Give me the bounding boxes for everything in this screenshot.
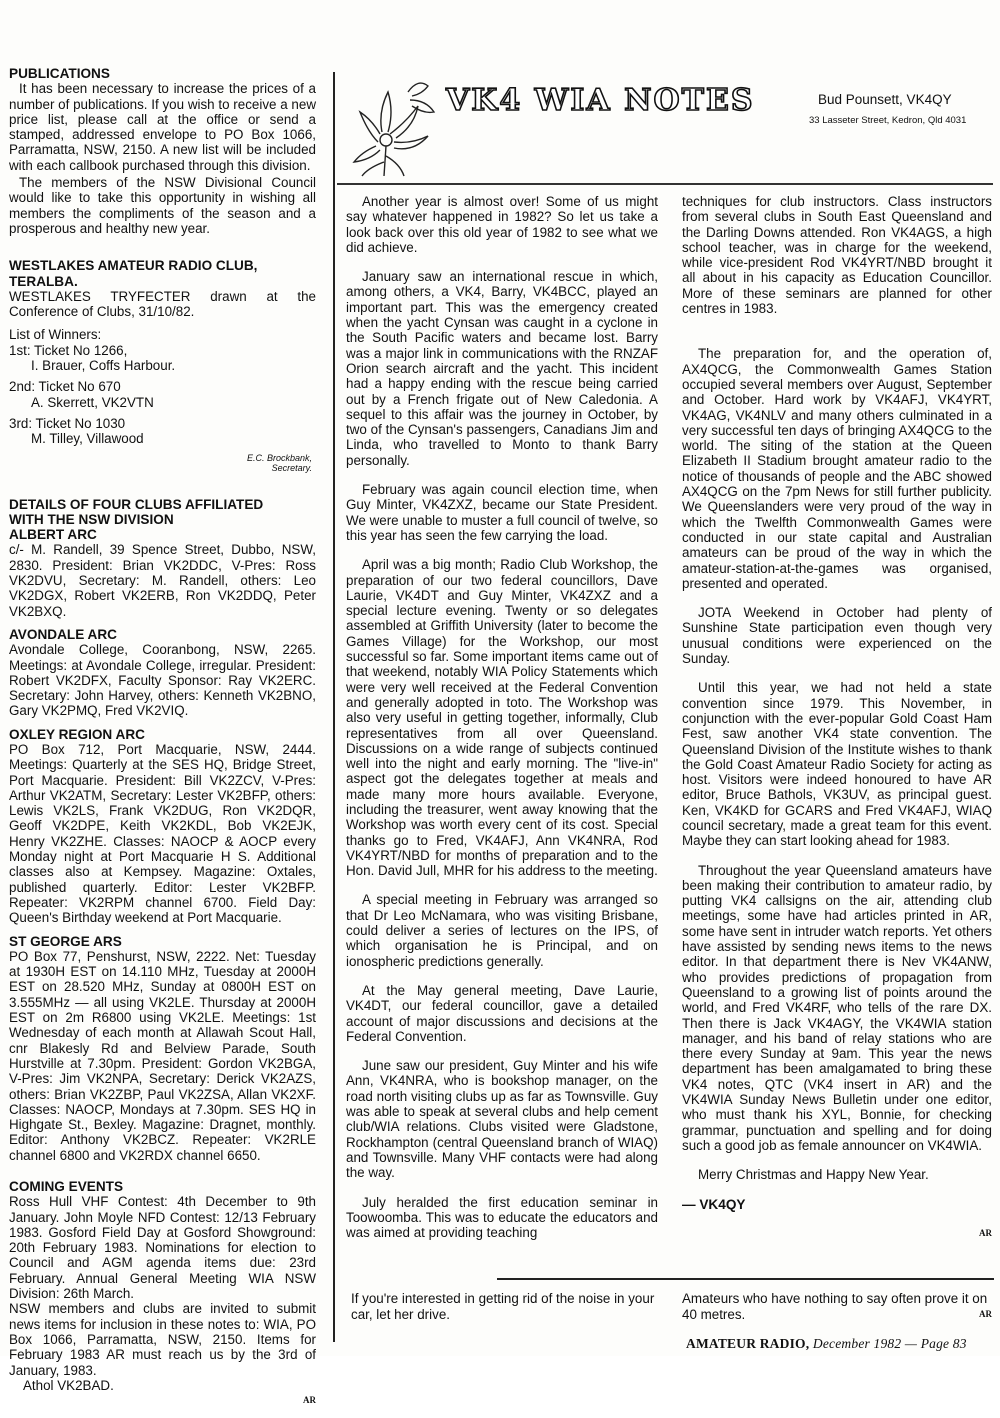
signature-name: E.C. Brockbank,	[246, 452, 312, 463]
vk4-paragraph-12: Until this year, we had not held a state convention since 1979. This November, in conjunction with the ever-popular Gold Coast Ham Fest, saw another VK4 state convention. The Queensland Division of the Institute wishes to thank the Gold Coast Amateur Radio Society for acting as host. Visitors were indeed honoured to have AR editor, Bruce Bathols, VK3UV, as principal guest. Ken, VK4KD for GCARS and Fred VK4AFJ, WIAQ council secretary, made a great team for this event. Maybe they can start looking ahead for 1983.	[682, 680, 992, 849]
filler-joke-1: If you're interested in getting rid of the noise in your car, let her drive.	[351, 1291, 655, 1322]
coming-events-section	[9, 1179, 316, 1408]
vk4-paragraph-2: January saw an international rescue in which, among others, a VK4, Barry, VK4BCC, played an important part. This was the emergency created when the yacht Cynsan was caught in a cyclone in the South Pacific waters and became lost. Barry was a major link in communications with the RNZAF Orion search aircraft and the yacht. This incident had a happy ending with the rescue being carried out by a French frigate out of New Caledonia. A sequel to this affair was the journey in October, by two of the Cynsan's passengers, Canadians Jim and Linda, who travelled to Monto to thank Barry personally.	[346, 269, 658, 468]
vk4-paragraph-10: The preparation for, and the operation of, AX4QCG, the Commonwealth Games Station occupied several members over August, September and October. Hard work by VK4AFJ, VK4YRT, VK4AG, VK4NLV and many others culminated in a very successful ten days of bringing AX4QCG to the world. The siting of the station at the Queen Elizabeth II Stadium brought amateur radio to the notice of thousands of people and the ABC showed AX4QCG on the 7pm News for still further publicity. We Queenslanders were very proud of the way in which the Twelfth Commonwealth Games were conducted in our state capital and Australian amateurs can be proud of the way in which the amateur-station-at-the-games was organised, presented and operated.	[682, 346, 992, 591]
albert-details: c/- M. Randell, 39 Spence Street, Dubbo, NSW, 2830. President: Brian VK2DDC, V-Pres: Ross VK2DVU, Secretary: M. Randell, others: Leo VK2DGX, Robert VK2ERB, Ron VK2DDQ, Peter VK2BXQ.	[9, 542, 316, 619]
author-byline: Bud Pounsett, VK4QY	[818, 92, 952, 107]
oxley-heading: OXLEY REGION ARC	[9, 726, 145, 742]
westlakes-intro: WESTLAKES TRYFECTER drawn at the Conference of Clubs, 31/10/82.	[9, 288, 316, 320]
stgeorge-details: PO Box 77, Penshurst, NSW, 2222. Net: Tuesday at 1930H EST on 14.110 MHz, Tuesday at 2000H EST on 28.520 MHz, Sunday at 0800H EST on 3.555MHz — all using VK2LE. Thursday at 2000H EST on 2m R6800 using VK2LE. Meetings: 1st Wednesday of each month at Allawah Scout Hall, cnr Blakesly Rd and Belview Parade, South Hurstville at 7.30pm. President: Gordon VK2BGA, V-Pres: Jim VK2NPA, Secretary: Derick VK2AZS, others: Brian VK2ZBP, Paul VK2ZSA, Allan VK2XF. Classes: NAOCP, Mondays at 7.30pm. SES HQ in Highgate St., Bexley. Magazine: Dragnet, monthly. Editor: Anthony VK2BCZ. Repeater: VK2RLE channel 6800 and VK2RDX channel 6650.	[9, 948, 316, 1163]
winner-3-ticket: 3rd: Ticket No 1030	[9, 415, 126, 431]
clubs-heading-2: WITH THE NSW DIVISION	[9, 511, 174, 527]
avondale-details: Avondale College, Cooranbong, NSW, 2265. Meetings: at Avondale College, irregular. President: Robert VK2DFX, Faculty Sponsor: Ray VK2ERC. Secretary: John Harvey, others: Kenneth VK2BNO, Gary VK2PMQ, Fred VK2VIQ.	[9, 642, 316, 719]
avondale-heading: AVONDALE ARC	[9, 626, 117, 642]
header-rule	[337, 183, 993, 185]
westlakes-signature	[9, 453, 316, 473]
clubs-section	[9, 497, 316, 1163]
vk4-paragraph-11: JOTA Weekend in October had plenty of Sunshine State participation even though very unusual conditions were experienced on the Sunday.	[682, 605, 992, 667]
ar-end-mark: AR	[303, 1395, 316, 1406]
filler-joke-2-text: Amateurs who have nothing to say often prove it on 40 metres.	[682, 1291, 988, 1322]
vk4-paragraph-1: Another year is almost over! Some of us might say whatever happened in 1982? So let us take a look back over this old year of 1982 to see what we did achieve.	[346, 194, 658, 255]
coming-events-list: Ross Hull VHF Contest: 4th December to 9th January. John Moyle NFD Contest: 12/13 February 1983. Gosford Field Day at Gosford Showground: 20th February 1983. Nominations for election to Council and AGM agenda items due: 23rd February. Annual General Meeting WIA NSW Division: 26th March.	[9, 1194, 316, 1302]
westlakes-heading-2: TERALBA.	[9, 273, 78, 289]
right-column	[682, 194, 992, 1241]
vk4-paragraph-8: July heralded the first education seminar in Toowoomba. This was to educate the educators and was aimed at providing teaching	[346, 1194, 658, 1241]
vk4-paragraph-13: Throughout the year Queensland amateurs have been making their contribution to amateur radio, by putting VK4 callsigns on the air, attending club meetings, some have had articles printed in AR, some have sent in intruder watch reports. Yet others have assisted by sending news items to the news editor. In that department there is Nev VK4ANW, who provides predictions of propagation from Queensland to a growing list of points around the world, and Fred VK4RF, who tells of the rare DX. Then there is Jack VK4AGY, the VK4WIA station manager, and his band of relay stations who are there every Sunday at 9am. This year the news department has been amalgamated to bring these VK4 notes, QTC (VK4 insert in AR) and the VK4WIA Sunday News Bulletin under one editor, who must thank his XYL, Bonnie, for checking grammar, punctuation and spelling and for doing such a good job as female announcer on VK4WIA.	[682, 862, 992, 1153]
footer-magazine: AMATEUR RADIO,	[686, 1336, 810, 1351]
section-title: VK4 WIA NOTES	[446, 83, 755, 118]
column-divider	[333, 72, 335, 1342]
author-address: 33 Lasseter Street, Kedron, Qld 4031	[809, 115, 967, 126]
clubs-heading: DETAILS OF FOUR CLUBS AFFILIATED	[9, 496, 264, 512]
vk4-paragraph-7: June saw our president, Guy Minter and his wife Ann, VK4NRA, who is bookshop manager, on the road north visiting clubs up as far as Townsville. Guy was able to speak at several clubs and help cement club/WIA relations. Clubs visited were Gladstone, Rockhampton (central Queensland branch of WIAQ) and Townsville. Many VHF contacts were had along the way.	[346, 1058, 658, 1181]
page-footer	[686, 1336, 967, 1351]
vk4-closing: Merry Christmas and Happy New Year.	[698, 1167, 929, 1183]
publications-greeting: The members of the NSW Divisional Council would like to take this opportunity in wishing all members the compliments of the season and a prosperous and healthy new year.	[9, 175, 316, 236]
coming-events-submit: NSW members and clubs are invited to submit news items for inclusion in these notes to: WIA, PO Box 1066, Parramatta, NSW, 2150. Items for February 1983 AR must reach us by the 3rd of January, 1983.	[9, 1301, 316, 1378]
winner-2-name: A. Skerrett, VK2VTN	[31, 394, 154, 410]
winner-1-name: I. Brauer, Coffs Harbour.	[31, 358, 176, 374]
ar-end-mark-2: AR	[979, 1227, 992, 1238]
vk4-paragraph-4: April was a big month; Radio Club Workshop, the preparation of our two federal councillors, Dave Laurie, VK4DT and Guy Minter, VK4ZXZ and a special lecture evening. Twenty or so delegates assembled at Griffith University (later to become the Games Village) for the Workshop, our most successful so far. Some important items came out of that weekend, notably WIA Policy Statements which were very well received at the Federal Convention and generally adopted in toto. The Workshop was also very useful in getting together, informally, Club representatives from all over Queensland. Discussions on a wide range of subjects continued well into the night and early morning. The "live-in" aspect got the delegates together at meals and made many more hours available. Everyone, including the treasurer, went away knowing that the Workshop was worth every cent of its cost. Special thanks go to Fred, VK4AFJ, Ann VK4NRA, Rod VK4YRT/NBD for months of preparation and to the Hon. David Jull, MHR for his address to the meeting.	[346, 557, 658, 879]
vk4-paragraph-5: A special meeting in February was arranged so that Dr Leo McNamara, who was visiting Brisbane, could deliver a series of lectures on the IPS, of which organisation he is Principal, and on ionospheric predictions generally.	[346, 892, 658, 969]
coming-events-signature: Athol VK2BAD.	[23, 1377, 114, 1393]
stgeorge-heading: ST GEORGE ARS	[9, 933, 122, 949]
ar-end-mark-3: AR	[979, 1308, 992, 1319]
filler-rule	[497, 1278, 994, 1280]
middle-column	[346, 194, 658, 1254]
vk4-paragraph-3: February was again council election time, when Guy Minter, VK4ZXZ, became our State President. We were unable to muster a full council of twelve, so this year has seen the few carrying the load.	[346, 482, 658, 543]
westlakes-heading: WESTLAKES AMATEUR RADIO CLUB,	[9, 258, 258, 274]
left-column	[9, 66, 316, 1418]
oxley-details: PO Box 712, Port Macquarie, NSW, 2444. Meetings: Quarterly at the SES HQ, Bridge Street, Port Macquarie. President: Bill VK2ZCV, V-Pres: Arthur VK2ATM, Secretary: Lester VK2BFP, others: Lewis VK2LS, Frank VK2DUG, Ron VK2DQR, Geoff VK2DPE, Keith VK2KDL, Bob VK2EJK, Henry VK2ZHE. Classes: NAOCP & AOCP every Monday night at Port Macquarie H S. Additional classes also at Kempsey. Magazine: Oxtales, published quarterly. Editor: Lester VK2BFP. Repeater: VK2RPM channel 6700. Field Day: Queen's Birthday weekend at Port Macquarie.	[9, 741, 316, 926]
vk4-paragraph-9: techniques for club instructors. Class instructors from several clubs in South East Queensland and the Darling Downs attended. Ron VK4AGS, a high school teacher, was in charge for the weekend, while vice-president Rod VK4YRT/NBD brought it all about in his capacity as Education Councillor. More of these seminars are planned for other centres in 1983.	[682, 194, 992, 317]
coming-events-heading: COMING EVENTS	[9, 1179, 124, 1194]
orchid-flower-icon	[348, 72, 444, 178]
publications-heading: PUBLICATIONS	[9, 66, 110, 81]
vk4-signature: — VK4QY	[682, 1196, 746, 1212]
winner-3-name: M. Tilley, Villawood	[31, 431, 144, 447]
footer-date-page: December 1982 — Page 83	[812, 1336, 967, 1351]
publications-paragraph: It has been necessary to increase the prices of a number of publications. If you wish to receive a new price list, please call at the office or send a stamped, addressed envelope to PO Box 1066, Parramatta, NSW, 2150. A new list will be included with each callbook purchased through this division.	[9, 81, 316, 173]
winner-2-ticket: 2nd: Ticket No 670	[9, 379, 121, 395]
signature-title: Secretary.	[271, 462, 312, 473]
vk4-paragraph-6: At the May general meeting, Dave Laurie, VK4DT, our federal councillor, gave a detailed account of major discussions and decisions at the Federal Convention.	[346, 982, 658, 1044]
winner-1-ticket: 1st: Ticket No 1266,	[9, 342, 128, 358]
albert-heading: ALBERT ARC	[9, 527, 97, 543]
westlakes-section	[9, 258, 316, 472]
winners-title: List of Winners:	[9, 327, 102, 343]
filler-joke-2	[682, 1291, 992, 1322]
publications-section	[9, 66, 316, 236]
